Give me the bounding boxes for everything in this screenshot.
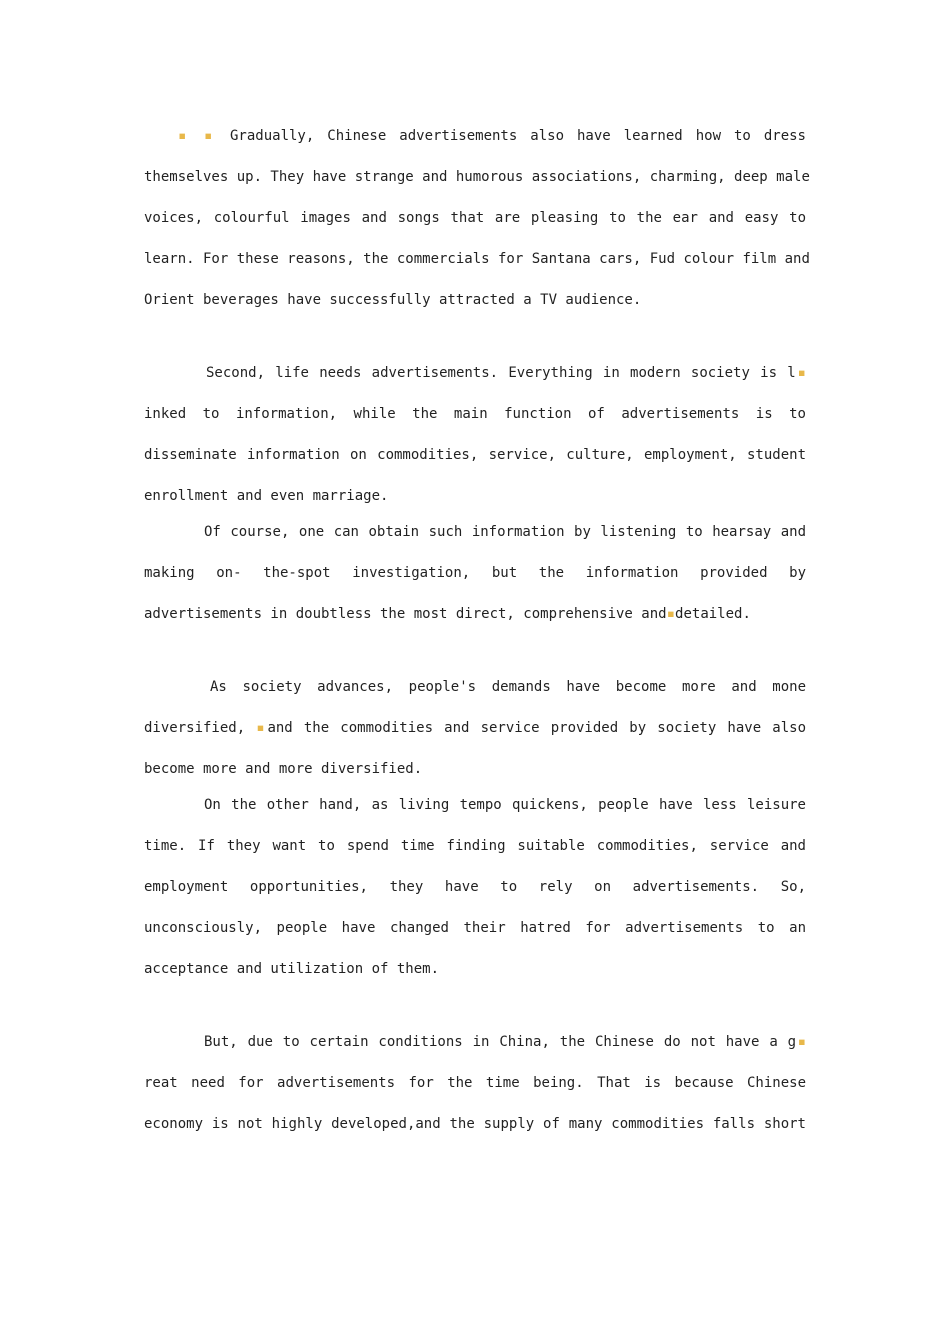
highlight-marker: ▪ ▪ — [178, 128, 217, 144]
paragraph-line: As society advances, people's demands have become more and mone — [210, 679, 806, 695]
line-text: But, due to certain conditions in China, the Chinese do not have a g — [204, 1034, 797, 1050]
paragraph-line: voices, colourful images and songs that are pleasing to the ear and easy to — [144, 210, 806, 226]
paragraph-2 — [144, 353, 806, 517]
paragraph-line: Of course, one can obtain such information by listening to hearsay and — [204, 524, 806, 540]
paragraph-4 — [144, 667, 806, 790]
line-text: diversified, — [144, 720, 257, 736]
paragraph-line: employment opportunities, they have to rely on advertisements. So, — [144, 879, 806, 895]
paragraph-line: become more and more diversified. — [144, 761, 423, 777]
line-text: Second, life needs advertisements. Everything in modern society is l — [206, 365, 796, 381]
line-text: advertisements in doubtless the most direct, comprehensive and — [144, 606, 667, 622]
paragraph-line: disseminate information on commodities, service, culture, employment, student — [144, 447, 806, 463]
paragraph-line — [144, 1022, 806, 1063]
paragraph-line: enrollment and even marriage. — [144, 488, 389, 504]
highlight-marker: ▪ — [796, 1034, 806, 1050]
paragraph-line — [144, 116, 806, 157]
paragraph-line: themselves up. They have strange and humorous associations, charming, deep male — [144, 169, 810, 185]
paragraph-line: time. If they want to spend time finding suitable commodities, service and — [144, 838, 806, 854]
line-text: and the commodities and service provided by society have also — [267, 720, 806, 736]
line-text: Gradually, Chinese advertisements also have learned how to dress — [230, 128, 806, 144]
paragraph-line — [144, 594, 806, 635]
highlight-marker: ▪ — [666, 606, 676, 622]
paragraph-line: learn. For these reasons, the commercials for Santana cars, Fud colour film and — [144, 251, 810, 267]
paragraph-line: reat need for advertisements for the time being. That is because Chinese — [144, 1075, 806, 1091]
highlight-marker: ▪ — [795, 365, 806, 381]
paragraph-line: Orient beverages have successfully attracted a TV audience. — [144, 292, 642, 308]
line-text: detailed. — [675, 606, 751, 622]
paragraph-line — [144, 708, 806, 749]
paragraph-line: acceptance and utilization of them. — [144, 961, 440, 977]
paragraph-line — [144, 353, 806, 394]
paragraph-line: economy is not highly developed,and the supply of many commodities falls short — [144, 1116, 806, 1132]
paragraph-1 — [144, 116, 810, 321]
paragraph-3 — [144, 512, 806, 635]
paragraph-5 — [144, 785, 806, 990]
paragraph-line: unconsciously, people have changed their hatred for advertisements to an — [144, 920, 806, 936]
paragraph-6 — [144, 1022, 806, 1145]
paragraph-line: inked to information, while the main function of advertisements is to — [144, 406, 806, 422]
paragraph-line: On the other hand, as living tempo quickens, people have less leisure — [204, 797, 806, 813]
highlight-marker: ▪ — [256, 720, 268, 736]
paragraph-line: making on- the-spot investigation, but the information provided by — [144, 565, 806, 581]
